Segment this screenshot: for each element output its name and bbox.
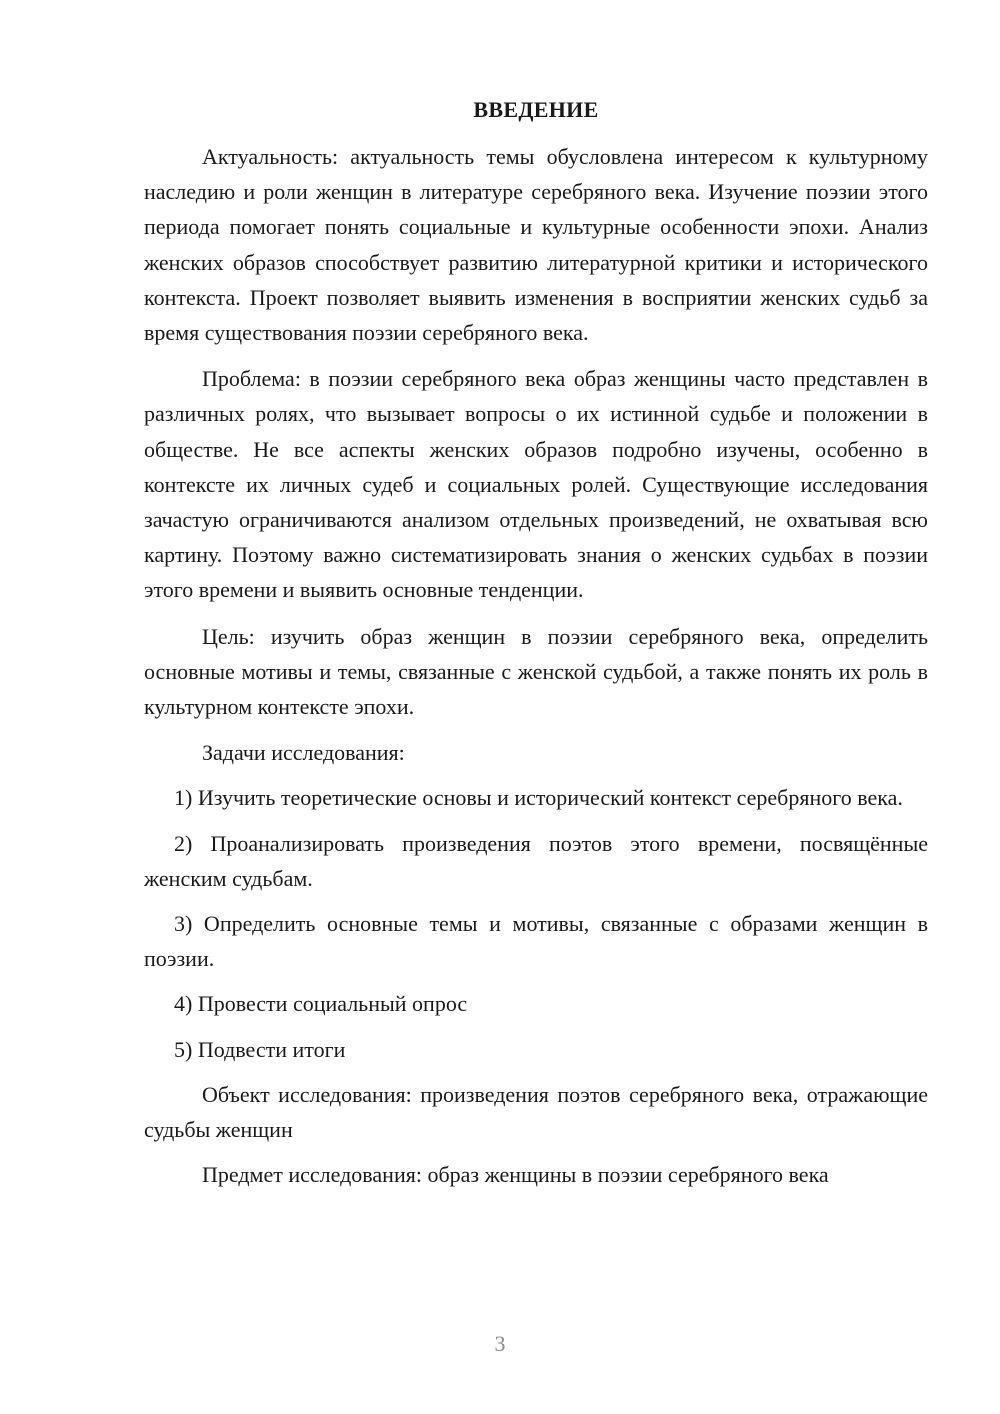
object-paragraph: Объект исследования: произведения поэтов серебряного века, отражающие судьбы женщин xyxy=(144,1081,928,1143)
task-item-4: 4) Провести социальный опрос xyxy=(174,991,468,1017)
subject-paragraph: Предмет исследования: образ женщины в поэзии серебряного века xyxy=(202,1162,829,1188)
section-heading: ВВЕДЕНИЕ xyxy=(473,97,599,122)
task-item-2: 2) Проанализировать произведения поэтов этого времени, посвящённые женским судьбам. xyxy=(144,830,928,891)
tasks-title: Задачи исследования: xyxy=(202,740,405,766)
task-item-3: 3) Определить основные темы и мотивы, связанные с образами женщин в поэзии. xyxy=(144,911,928,972)
page-number: 3 xyxy=(494,1331,506,1356)
task-item-5: 5) Подвести итоги xyxy=(174,1036,346,1062)
goal-paragraph: Цель: изучить образ женщин в поэзии серебряного века, определить основные мотивы и темы, связанные с женской судьбой, а также понять их роль в культурном контексте эпохи. xyxy=(144,623,928,720)
problem-paragraph: Проблема: в поэзии серебряного века образ женщины часто представлен в различных ролях, что вызывает вопросы о их истинной судьбе и положении в обществе. Не все аспекты женских образов подробно изучены, особенно в контексте их личных судеб и социальных ролей. Существующие исследования зачастую ограничиваются анализом отдельных произведений, не охватывая всю картину. Поэтому важно систематизировать знания о женских судьбах в поэзии этого времени и выявить основные тенденции. xyxy=(144,366,928,603)
page-body xyxy=(144,94,928,1192)
task-item-1: 1) Изучить теоретические основы и исторический контекст серебряного века. xyxy=(174,785,903,811)
relevance-paragraph: Актуальность: актуальность темы обусловлена интересом к культурному наследию и роли женщин в литературе серебряного века. Изучение поэзии этого периода помогает понять социальные и культурные особенности эпохи. Анализ женских образов способствует развитию литературной критики и исторического контекста. Проект позволяет выявить изменения в восприятии женских судьб за время существования поэзии серебряного века. xyxy=(144,144,928,346)
